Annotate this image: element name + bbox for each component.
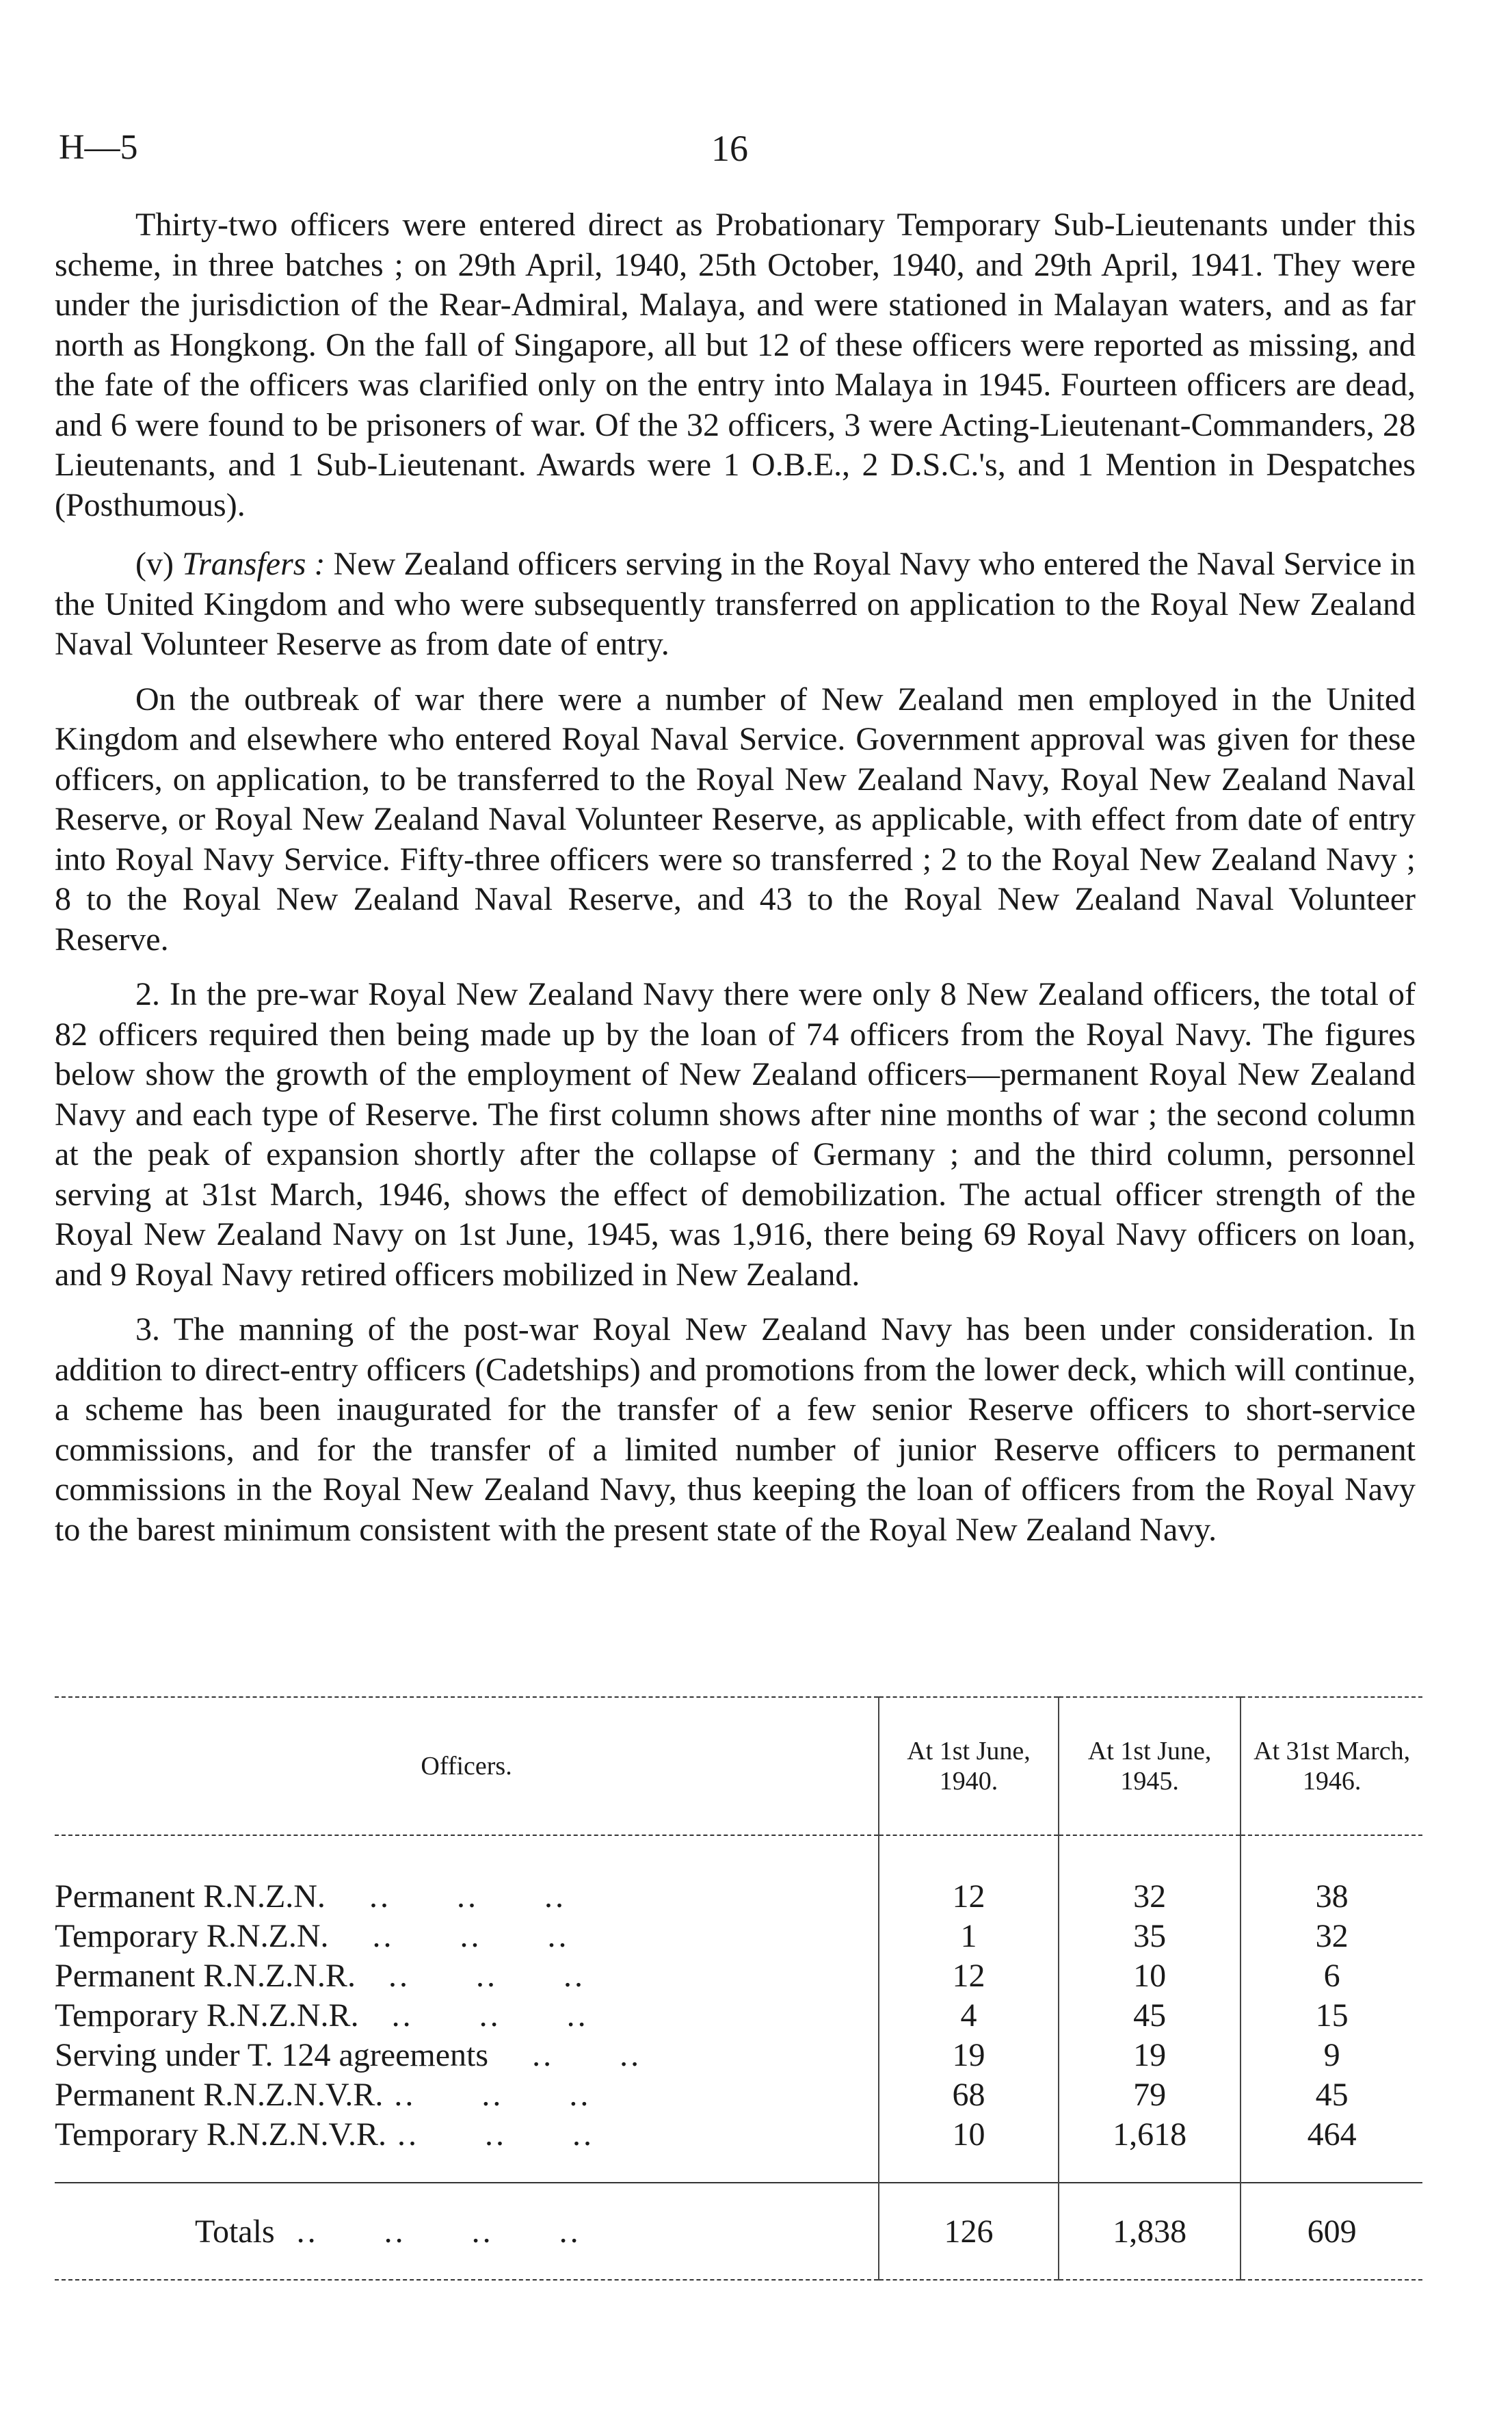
row-label: Temporary R.N.Z.N.R. xyxy=(55,1997,359,2034)
cell-1945: 32 xyxy=(1059,1835,1241,1917)
leader-dots: .. .. .. xyxy=(355,1958,585,1994)
cell-1940: 1 xyxy=(879,1917,1059,1956)
paragraph-2-pre-war: 2. In the pre-war Royal New Zealand Navy there were only 8 New Zealand officers, the total of 82 officers required then being made up by the loan of 74 officers from the Royal Navy. The figures below show the growth of the employment of New Zealand officers—permanent Royal New Zealand Navy and each type of Reserve. The first column shows after nine months of war ; the second column at the peak of expansion shortly after the collapse of Germany ; and the third column, personnel serving at 31st March, 1946, shows the effect of demobilization. The actual officer strength of the Royal New Zealand Navy on 1st June, 1945, was 1,916, there being 69 Royal Navy officers on loan, and 9 Royal Navy retired officers mobilized in New Zealand. xyxy=(55,976,1416,1293)
cell-1940: 12 xyxy=(879,1956,1059,1996)
total-1940: 126 xyxy=(879,2183,1059,2280)
table-header-row xyxy=(55,1697,1422,1835)
total-1946: 609 xyxy=(1241,2183,1422,2280)
header-1940: At 1st June, 1940. xyxy=(879,1697,1059,1835)
cell-1946: 6 xyxy=(1241,1956,1422,1996)
paragraph-sub-lieutenants: Thirty-two officers were entered direct as Probationary Temporary Sub-Lieutenants under this scheme, in three batches ; on 29th April, 1940, 25th October, 1940, and 29th April, 1941. They were under the jurisdiction of the Rear-Admiral, Malaya, and were stationed in Malayan waters, and as far north as Hongkong. On the fall of Singapore, all but 12 of these officers were reported as missing, and the fate of the officers was clarified only on the entry into Malaya in 1945. Fourteen officers are dead, and 6 were found to be prisoners of war. Of the 32 officers, 3 were Acting-Lieutenant-Commanders, 28 Lieutenants, and 1 Sub-Lieutenant. Awards were 1 O.B.E., 2 D.S.C.'s, and 1 Mention in Despatches (Posthumous). xyxy=(55,207,1416,523)
table-row xyxy=(55,2115,1422,2183)
totals-row xyxy=(55,2183,1422,2280)
cell-1940: 12 xyxy=(879,1835,1059,1917)
cell-1946: 9 xyxy=(1241,2036,1422,2075)
cell-1940: 10 xyxy=(879,2115,1059,2183)
leader-dots: .. .. .. xyxy=(383,2077,592,2113)
header-1945: At 1st June, 1945. xyxy=(1059,1697,1241,1835)
cell-1945: 79 xyxy=(1059,2075,1241,2115)
cell-1945: 35 xyxy=(1059,1917,1241,1956)
leader-dots: .. .. .. xyxy=(358,1997,589,2034)
cell-1946: 45 xyxy=(1241,2075,1422,2115)
cell-1946: 464 xyxy=(1241,2115,1422,2183)
transfers-prefix: (v) xyxy=(135,546,183,582)
body-text xyxy=(55,205,1416,1565)
officers-table-wrapper xyxy=(55,1696,1422,2281)
cell-1945: 10 xyxy=(1059,1956,1241,1996)
transfers-heading: Transfers : xyxy=(182,546,326,582)
page-number: 16 xyxy=(711,128,748,169)
leader-dots: .. .. .. xyxy=(325,1878,566,1915)
header-officers: Officers. xyxy=(421,1752,512,1780)
row-label: Temporary R.N.Z.N.V.R. xyxy=(55,2116,387,2153)
row-label: Permanent R.N.Z.N.V.R. xyxy=(55,2077,384,2113)
cell-1946: 15 xyxy=(1241,1996,1422,2036)
transfers-text: New Zealand officers serving in the Royal Navy who entered the Naval Service in the United Kingdom and who were subsequently transferred on application to the Royal New Zealand Naval Volunteer Reserve as from date of entry. xyxy=(55,546,1416,662)
table-row xyxy=(55,1956,1422,1996)
paragraph-transfers xyxy=(55,544,1416,665)
cell-1945: 19 xyxy=(1059,2036,1241,2075)
header-1946: At 31st March, 1946. xyxy=(1241,1697,1422,1835)
totals-label: Totals xyxy=(195,2213,275,2250)
cell-1945: 45 xyxy=(1059,1996,1241,2036)
row-label: Permanent R.N.Z.N.R. xyxy=(55,1958,356,1994)
leader-dots: .. .. .. xyxy=(386,2116,595,2153)
table-row xyxy=(55,1996,1422,2036)
paragraph-outbreak: On the outbreak of war there were a number of New Zealand men employed in the United Kingdom and elsewhere who entered Royal Naval Service. Government approval was given for these officers, on application, to be transferred to the Royal New Zealand Navy, Royal New Zealand Naval Reserve, or Royal New Zealand Naval Volunteer Reserve, as applicable, with effect from date of entry into Royal Navy Service. Fifty-three officers were so transferred ; 2 to the Royal New Zealand Navy ; 8 to the Royal New Zealand Naval Reserve, and 43 to the Royal New Zealand Naval Volunteer Reserve. xyxy=(55,681,1416,958)
cell-1940: 19 xyxy=(879,2036,1059,2075)
officers-table xyxy=(55,1696,1422,2281)
row-label: Serving under T. 124 agreements xyxy=(55,2037,489,2073)
total-1945: 1,838 xyxy=(1059,2183,1241,2280)
cell-1946: 32 xyxy=(1241,1917,1422,1956)
row-label: Temporary R.N.Z.N. xyxy=(55,1918,329,1954)
table-row xyxy=(55,2036,1422,2075)
cell-1945: 1,618 xyxy=(1059,2115,1241,2183)
cell-1940: 68 xyxy=(879,2075,1059,2115)
table-row xyxy=(55,2075,1422,2115)
section-code: H—5 xyxy=(59,128,138,167)
row-label: Permanent R.N.Z.N. xyxy=(55,1878,326,1915)
cell-1940: 4 xyxy=(879,1996,1059,2036)
paragraph-3-post-war: 3. The manning of the post-war Royal New Zealand Navy has been under consideration. In addition to direct-entry officers (Cadetships) and promotions from the lower deck, which will continue, a scheme has been inaugurated for the transfer of a few senior Reserve officers to short-service commissions, and for the transfer of a limited number of junior Reserve officers to permanent commissions in the Royal New Zealand Navy, thus keeping the loan of officers from the Royal Navy to the barest minimum consistent with the present state of the Royal New Zealand Navy. xyxy=(55,1311,1416,1548)
leader-dots: .. .. .. xyxy=(328,1918,570,1954)
table-row xyxy=(55,1835,1422,1917)
leader-dots: .. .. .. .. xyxy=(274,2213,581,2250)
table-row xyxy=(55,1917,1422,1956)
cell-1946: 38 xyxy=(1241,1835,1422,1917)
leader-dots: .. .. xyxy=(488,2037,642,2073)
